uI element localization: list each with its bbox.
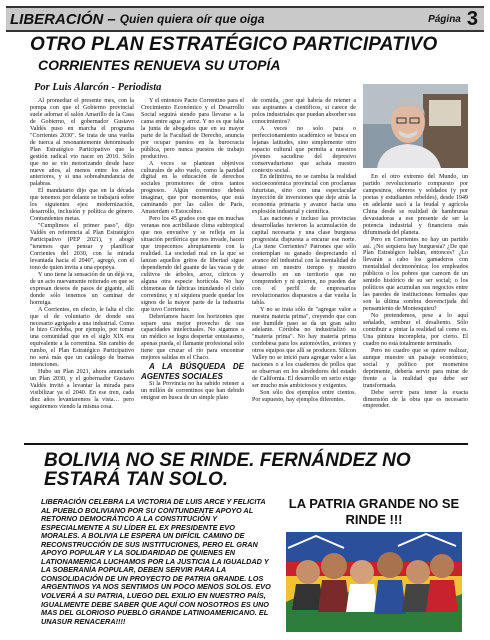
section-subhead: A LA BÚSQUEDA DE AGENTES SOCIALES — [141, 362, 244, 381]
page-label: Página — [428, 13, 461, 25]
section-name: LIBERACIÓN — [10, 10, 104, 28]
paragraph: Al promediar el presente mes, con la pompa con que el Gobierno provincial suele adornar el salón Amarillo de la Casa de Gobierno, el gobernador Gustavo Valdés puso en marcha el programa "Corrientes 2030". Se trata de una vuelta de tuerca al resonantemente denominado Plan Estratégico Participativo que la gestión radical vio nacer en 2010. Sólo que no se vio motorizando desde hace nueve años, al menos entre los años anteriores, y si una sobreabundancia de palabras. — [30, 98, 134, 188]
page-number: 3 — [466, 7, 478, 30]
paragraph: Deberíamos hacer los horizontes que separe una mejor provecho de sus capacidades intelectuales. No sigamos a un médico se logra despertar entusiasmo, apenas pueda, el flamante profesional sólo tiene que cruzar el río para encontrar mejores salidas en el Chaco. — [141, 313, 244, 362]
paragraph: Son sólo dos ejemplos entre cientos. Por supuesto, hay ejemplos diferentes. — [252, 390, 356, 403]
paragraph: No pretendemos, pese a lo aquí señalado, sembrar el desaliento. Sólo contribuir a pintar la realidad tal como es. Una pintura incompleta, por cierto. El cuadro no está totalmente terminado. — [363, 313, 468, 347]
patria-grande-poster — [286, 494, 462, 632]
header-tagline: Quien quiera oír que oiga — [119, 12, 265, 26]
paragraph: Debe servir para tener la exacta dimensión de la obra que es necesario emprender. — [363, 389, 468, 410]
paragraph: El mandatario dijo que en la década que tenemos por delante se trabajará sobre los siguientes ejes: modernización, desarrollo, inclusión y política de género. Contundentes metas. — [30, 188, 134, 223]
paragraph: A veces no solo para o perfeccionamiento académico se busca en lejanas latitudes, sino simplemente otro espacio cultural que permita a nuestros jóvenes sacudirse del depresivo conservadurismo que achata nuestro contexto social. — [252, 125, 356, 174]
paragraph: Pero no cuadro que se quiere realizar, aunque muestre un paisaje económico, social y político por momentos deprimente, debería servir para mirar de frente a la realidad que debe ser transformada. — [363, 347, 468, 389]
paragraph: En definitiva, no se cambia la realidad socioeconómica provincial con proclamas futuristas, sino con una espectacular inyección de inversiones que deje atrás la economía primaria y avance hacia una explosión industrial y científica. — [252, 174, 356, 216]
page-header — [6, 6, 484, 32]
paragraph: A Corrientes, en efecto, le falta el clic que el de voluntario de donde sea necesario agrigado a una industrial. Como le hizo Córdoba, por ejemplo, por tomar una comunidad que en el siglo XIX era equivalente a la correntina. Sin cambio de rumbo, el Plan Estratégico Participativo no será más que un catálogo de buenas intenciones. — [30, 306, 134, 369]
author-photo — [363, 84, 468, 168]
paragraph: Y no se trata sólo de "agregar valor a nuestra materia prima", creyendo que con ese humilde paso se da un gran salto adelante. Córdoba no industrializó su "materia prima". No hay materia prima cordobesa para los automóviles, aviones y otros equipos que allí se producen. Silicon Valley no se inició para agregar valor a las naciones o a los cuadernos de pollos que se observan en los alrededores del estado de California. El desarrollo en serio exige ser mucho más ambiciosos y exigentes. — [252, 306, 356, 390]
paragraph: Si la Provincia no ha sabido retener a un millón de correntinos que han debido emigrar en busca de un simple plato — [141, 381, 244, 402]
paragraph: "Cumplimos el primer paso", dijo Valdés en referencia al Plan Estratégico Participativo (PEP 2021), y abogó "tenemos que pensar y planificar Corrientes del 2030, con la mirada levantada hacia el 2040", agregó, con el tono de quien invita a una epopeya. — [30, 223, 134, 271]
paragraph: En el otro extremo del Mundo, un partido revolucionario compuesto por campesinos, obreros y soldados (y por poetas y estudiantes rebeldes), desde 1949 en adelante sacó a la feudal y agrícola China desde se realidad de hambrunas devastadoras a ese presente de ser la potencia industrial y financiera más difuminada del planeta. — [363, 174, 468, 236]
paragraph: Y el entonces Pacto Correntino para el Crecimiento Económico y el Desarrollo Social seguirá siendo para llevarse a la cama entre agua y arroz. Y no es que falta la junta de abogados que en su mayor parte de la Facultad de Derecho, anuncia por ocupar puestos en la burocracia pública, pero nunca puestos de trabajo productivo. — [141, 98, 244, 160]
article-subtitle: CORRIENTES RENUEVA SU UTOPÍA — [38, 57, 281, 73]
header-dash: – — [107, 10, 116, 28]
article-byline: Por Luis Alarcón - Periodista — [34, 82, 162, 93]
leaders-illustration-icon — [286, 532, 462, 632]
paragraph: Las naciones e incluso las provincias desarrolladas tuvieron la acumulación de capital necesaria y una clase burguesa progresista dispuesta a encarar ese norte. ¿La tiene Corrientes? Patrones que sólo contemplan su ganado despreciando el avance del industrial con la mentalidad de atraso en nuestro tiempo y nuestro desarrollo en un territorio que no comprenden y ni quieren, no pueden dar con el perfil de empresarios revolucionarios dispuestos a dar vuelta la tabla. — [252, 216, 356, 306]
bolivia-headline-line-1: BOLIVIA NO SE RINDE. FERNÁNDEZ NO — [44, 450, 411, 471]
bolivia-headline-line-2: ESTARÁ TAN SOLO. — [44, 469, 229, 490]
article-column-4 — [363, 174, 468, 410]
article-column-1 — [30, 98, 134, 411]
paragraph: Y uno tiene la sensación de un déjà vu, de un acto nuevamente reiterado en que se expresan deseos de pasos de gigante, allí donde sólo tenemos un caminar de hormiga. — [30, 271, 134, 306]
article-title: OTRO PLAN ESTRATÉGICO PARTICIPATIVO — [30, 34, 438, 55]
bolivia-body: LIBERACIÓN CELEBRA LA VICTORIA DE LUIS ARCE Y FELICITA AL PUEBLO BOLIVIANO POR SU CONTUNDENTE APOYO AL RETORNO DEMOCRÁTICO A LA CONSTITUCIÓN Y ESPECIALMENTE A SU LÍDER EL EX PRESIDENTE EVO MORALES. A BOLIVIA LE ESPERA UN DIFÍCIL CAMINO DE RECONSTRUCCIÓN DE SUS INSTITUCIONES, PERO EL GRAN APOYO POPULAR Y LA SOLIDARIDAD DE QUIENES EN LATIONAMERICA LUCHAMOS POR LA JUSTICIA LA IGUALDAD Y LA SOBERANÍA POPULAR, DEBEN SERVIR PARA LA CONSOLIDACIÓN DE UN PROYECTO DE PATRIA GRANDE. LOS ARGENTINOS YA NOS SENTIMOS UN POCO MENOS SOLOS. EVO VOLVERÁ A SU PATRIA, LUEGO DEL EXILIO EN NUESTRO PAÍS, IGUALMENTE DEBE SABER QUE AQUÍ CON NOSOTROS ES UNO MAS DEL GLORIOSO PUEBLO GRANDE LATINOAMERICANO. EL UNASUR RENACERA!!!! — [41, 497, 271, 626]
poster-title-line-1: LA PATRIA GRANDE NO SE — [288, 496, 460, 511]
paragraph: Hubo un Plan 2021, ahora anunciado un Plan 2030, y el gobernador Gustavo Valdés invitó a levantar la mirada para visibilizar ya el 2040. En ese tren, cada diez años levantaremos la vista… pero seguiremos viendo la misma cosa. — [30, 369, 134, 410]
article-column-2 — [141, 98, 244, 402]
paragraph: Pero en Corrientes no hay un partido así. ¿No sequiera hay burguesía? ¿De qué Plan Estratégico hablan, entonces? ¿Lo llevarán a cabo los gamaderos con mentalidad decimonónica; los empleados públicos o los pobres que carecen de un sentido histórico de su ser social; o los políticos que acumulan sus negocios entre las paredes de instituciones formales que son la última sombra desvencijada del pensamiento de Montesquieu? — [363, 236, 468, 313]
paragraph: A veces se plantean objetivos culturales de alto vuelo, como la paridad digital en la educación de derechos sociales promotores de otros tantos progresos. Algún correntino deberá imaginar, que por momentos, que está caminando por las calles de París, Amsterdam o Estocolmo. — [141, 160, 244, 216]
article-column-3 — [252, 98, 356, 404]
paragraph: Pero los 45 grados con que en muchas veranas nos acribillaste clima subtropical que nos envuelve y se refleja en la situación periférica que nos invade, hacen que tropecemos abruptamente con la realidad. La sociedad real en la que se lanzan aquellos gritos de libertad sigue dependiendo del guante de las vacas y de cultivos de árboles, arroz, cítricos y alguna otra especie hortícola. No hay chimeneas de fábricas inundando el cielo correntino; y ni siquiera puede quedar los signos de la mayor parte de la industria que tuvo Corrientes. — [141, 216, 244, 313]
paragraph: de comida, ¿por qué habría de retener a sus aspirantes a científicos, si carece de polos industriales que puedan absorber sus conocimientos? — [252, 98, 356, 125]
author-portrait-icon — [363, 84, 468, 168]
poster-title-line-2: RINDE !!! — [345, 512, 403, 527]
